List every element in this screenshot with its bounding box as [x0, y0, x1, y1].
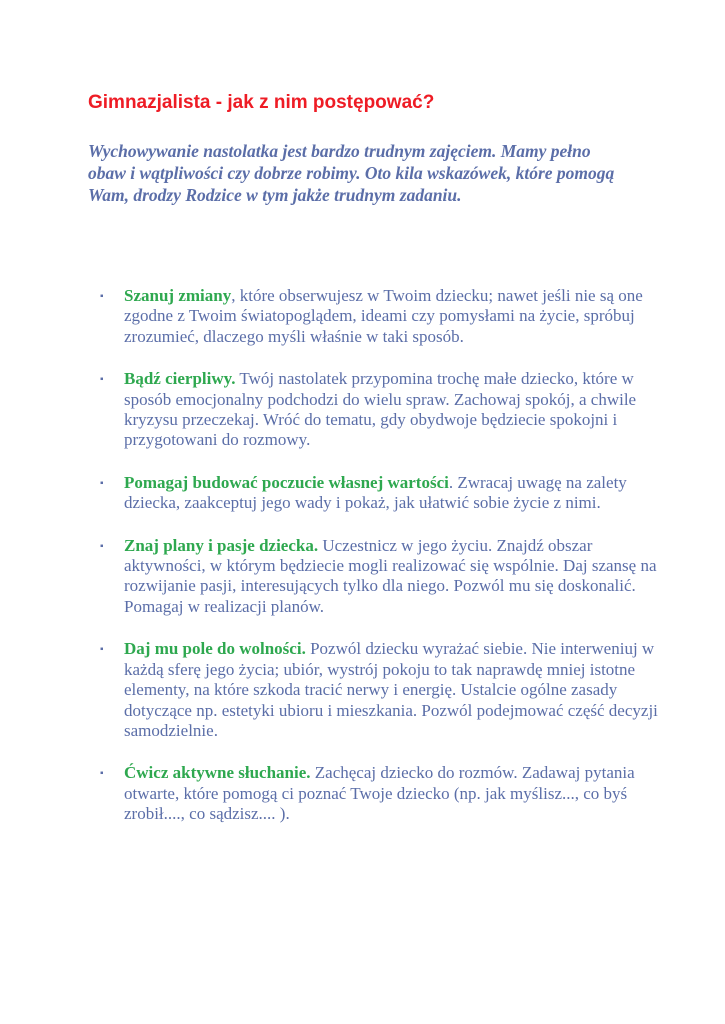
tip-text: . Zwracaj uwagę na zalety dziecka, zaakceptuj jego wady i pokaż, jak ułatwić sobie życie z nimi. — [124, 472, 627, 513]
bullet-icon: ▪ — [100, 540, 104, 552]
list-item — [100, 536, 660, 618]
tip-heading: Daj mu pole do wolności. — [124, 639, 306, 659]
tip-text: Pozwól dziecku wyrażać siebie. Nie interweniuj w każdą sferę jego życia; ubiór, wystrój pokoju to tak naprawdę mniej istotne elementy, na które szkoda tracić nerwy i energię. Ustalcie ogólne zasady dotyczące np. estetyki ubioru i mieszkania. Pozwól podejmować część decyzji samodzielnie. — [124, 639, 658, 740]
intro-paragraph: Wychowywanie nastolatka jest bardzo trudnym zajęciem. Mamy pełno obaw i wątpliwości czy dobrze robimy. Oto kila wskazówek, które pomogą Wam, drodzy Rodzice w tym jakże trudnym zadaniu. — [88, 141, 615, 205]
bullet-icon: ▪ — [100, 477, 104, 489]
tip-text: Uczestnicz w jego życiu. Znajdź obszar aktywności, w którym będziecie mogli realizować się wspólnie. Daj szansę na rozwijanie pasji, interesujących tylko dla niego. Pozwól mu się doskonalić. Pomagaj w realizacji planów. — [124, 535, 657, 616]
tip-text: Zachęcaj dziecko do rozmów. Zadawaj pytania otwarte, które pomogą ci poznać Twoje dziecko (np. jak myślisz..., co byś zrobił...., co sądzisz.... ). — [124, 763, 635, 824]
bullet-icon: ▪ — [100, 768, 104, 780]
tip-text: , które obserwujesz w Twoim dziecku; nawet jeśli nie są one zgodne z Twoim światopoglądem, ideami czy pomysłami na życie, spróbuj zrozumieć, dlaczego myśli właśnie w taki sposób. — [124, 286, 643, 346]
tip-heading: Bądź cierpliwy. — [124, 369, 236, 389]
bullet-icon: ▪ — [100, 291, 104, 302]
list-item — [100, 763, 660, 824]
document-title: Gimnazjalista - jak z nim postępować? — [88, 92, 435, 113]
tip-heading: Znaj plany i pasje dziecka. — [124, 535, 319, 555]
bullet-icon: ▪ — [100, 374, 104, 386]
bullet-icon: ▪ — [100, 644, 104, 656]
list-item — [100, 369, 660, 451]
list-item — [100, 473, 660, 514]
tip-heading: Ćwicz aktywne słuchanie. — [124, 763, 311, 783]
tip-text: Twój nastolatek przypomina trochę małe dziecko, które w sposób emocjonalny podchodzi do wielu spraw. Zachowaj spokój, a chwile kryzysu przeczekaj. Wróć do tematu, gdy obydwoje będziecie spokojni i przygotowani do rozmowy. — [124, 369, 637, 450]
tip-heading: Szanuj zmiany — [124, 286, 232, 305]
list-item — [100, 286, 660, 347]
tip-heading: Pomagaj budować poczucie własnej wartości — [124, 472, 449, 492]
tips-list — [100, 286, 660, 847]
list-item — [100, 639, 660, 741]
